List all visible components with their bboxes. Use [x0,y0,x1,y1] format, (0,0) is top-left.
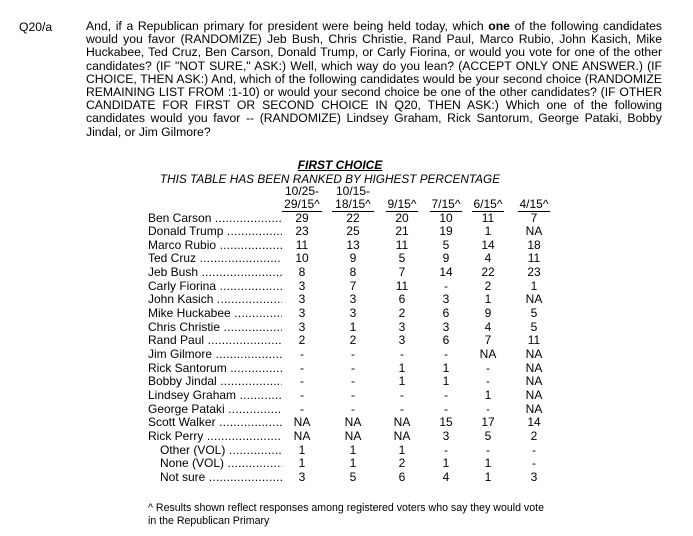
question-text-emphasis: one [488,19,510,33]
table-cell: 2 [398,456,406,471]
table-cell: 6 [442,333,450,348]
table-cell: 14 [527,415,541,430]
row-label [148,212,282,226]
table-cell: 21 [395,224,409,239]
table-cell: 8 [298,265,306,280]
table-row [0,307,693,321]
column-header-line1: 10/25- [284,184,320,198]
table-cell: 10 [295,251,309,266]
table-row [0,280,693,294]
row-label [148,280,282,294]
row-label-text: Donald Trump [148,225,224,239]
table-cell: 14 [481,237,495,252]
table-cell: - [400,387,404,402]
column-header: 29/15^ [282,198,322,212]
table-cell: 2 [298,333,306,348]
table-cell: 1 [484,224,492,239]
table-cell: NA [479,347,497,361]
table-row [0,334,693,348]
table-cell: 2 [349,333,357,348]
row-label-text: Jeb Bush [148,266,199,280]
row-label-text: Scott Walker [148,416,216,430]
question-text-part-2: of the following candidates would you favor (RANDOMIZE) Jeb Bush, Chris Christie, Rand Paul, Marco Rubio, John Kasich, Mike Huckabee, Ted Cruz, Ben Carson, Donald Trump, or Carly Fiorina, or would you vote for one of the other candidates? (IF "NOT SURE," ASK:) Well, which way do you lean? (ACCEPT ONLY ONE ANSWER.) (IF CHOICE, THEN ASK:) And, which of the following candidates would be your second choice (RANDOMIZE REMAINING LIST FROM :1-10) or would your second choice be one of the other candidates? (IF OTHER CANDIDATE FOR FIRST OR SECOND CHOICE IN Q20, THEN ASK:) Which one of the following candidates would you favor -- (RANDOMIZE) Lindsey Graham, Rick Santorum, George Pataki, Bobby Jindal, or Jim Gilmore? [86,19,662,139]
table-cell: 3 [442,292,450,307]
row-label-text: John Kasich [148,293,214,307]
row-label-text: Not sure [160,470,206,484]
table-cell: - [444,278,448,293]
table-row [0,266,693,280]
table-cell: 5 [398,251,406,266]
table-cell: 3 [530,469,538,484]
table-cell: 1 [442,456,450,471]
table-cell: 22 [346,210,360,225]
table-cell: 1 [349,442,357,457]
table-cell: NA [525,401,543,416]
table-cell: - [400,401,404,416]
table-cell: NA [293,428,311,443]
row-label [148,416,282,430]
table-cell: - [300,347,304,361]
row-label [148,334,282,348]
table-row [0,239,693,253]
row-label-text: Marco Rubio [148,238,217,252]
row-label-text: Rick Santorum [148,361,227,375]
table-row [0,457,693,471]
table-cell: 3 [442,319,450,334]
row-label-text: Jim Gilmore [148,348,213,361]
column-header: 4/15^ [519,197,549,211]
row-label [160,457,282,471]
table-cell: 11 [395,278,409,293]
table-cell: 1 [442,374,450,389]
footnote: ^ Results shown reflect responses among registered voters who say they would vote in the Republican Primary [148,502,544,527]
table-cell: 1 [398,360,406,375]
row-label-text: Chris Christie [148,320,221,334]
table-cell: 5 [530,306,538,321]
table-cell: 3 [349,292,357,307]
table-cell: 18 [527,237,541,252]
table-cell: 1 [484,469,492,484]
table-cell: - [300,387,304,402]
table-cell: - [486,360,490,375]
table-cell: - [444,387,448,402]
table-cell: 3 [398,319,406,334]
table-cell: 5 [349,469,357,484]
table-cell: 6 [398,469,406,484]
table-row [0,348,693,362]
table-cell: - [486,442,490,457]
row-label [148,252,282,266]
table-cell: 2 [484,278,492,293]
column-header-line1: 10/15- [335,184,371,198]
row-label-text: Ben Carson [148,211,212,225]
table-cell: NA [344,415,362,430]
table-cell: 1 [484,456,492,471]
table-cell: NA [525,387,543,402]
table-cell: NA [293,415,311,430]
table-cell: 4 [484,319,492,334]
table-cell: 19 [439,224,453,239]
row-label [148,389,282,403]
table-cell: - [400,347,404,361]
table-cell: - [486,401,490,416]
table-cell: NA [525,374,543,389]
table-cell: 5 [442,237,450,252]
table-cell: 8 [349,265,357,280]
column-header: 7/15^ [431,197,461,211]
table-cell: 23 [527,265,541,280]
table-cell: 3 [398,333,406,348]
table-row [0,252,693,266]
table-cell: 25 [346,224,360,239]
row-label-text: Lindsey Graham [148,388,237,402]
table-cell: 11 [527,333,541,348]
table-row [0,416,693,430]
table-cell: 13 [346,237,360,252]
question-text-part-1: And, if a Republican primary for president were being held today, which [86,19,489,33]
table-row [0,389,693,403]
table-cell: 1 [484,292,492,307]
table-cell: 7 [530,210,538,225]
table-cell: - [300,374,304,389]
table-cell: - [300,401,304,416]
table-cell: 3 [298,292,306,307]
column-header: 18/15^ [332,198,374,212]
table-row [0,471,693,485]
table-cell: 9 [349,251,357,266]
table-cell: 11 [527,251,541,266]
row-label [148,225,282,239]
table-cell: 29 [295,210,309,225]
row-label [148,293,282,307]
row-label [160,444,282,458]
table-cell: 1 [349,456,357,471]
row-label [148,348,282,362]
table-cell: 1 [298,456,306,471]
table-cell: 6 [398,292,406,307]
table-cell: 17 [481,415,495,430]
table-cell: - [351,347,355,361]
table-cell: 3 [349,306,357,321]
table-cell: - [532,442,536,457]
row-label-text: Bobby Jindal [148,375,217,389]
question-number: Q20/a [19,20,53,34]
table-cell: 15 [439,415,453,430]
row-label-text: Ted Cruz [148,252,197,266]
table-cell: 2 [398,306,406,321]
row-label-text: Rick Perry [148,429,204,443]
table-cell: - [351,360,355,375]
table-cell: - [486,374,490,389]
table-cell: 7 [484,333,492,348]
table-cell: 1 [442,360,450,375]
row-label [160,471,282,485]
table-cell: 3 [442,428,450,443]
row-label [148,375,282,389]
table-cell: 5 [484,428,492,443]
table-cell: - [532,456,536,471]
table-cell: 1 [398,442,406,457]
table-cell: 11 [481,210,495,225]
table-cell: - [444,347,448,361]
table-cell: 3 [298,469,306,484]
table-cell: 10 [439,210,453,225]
table-cell: NA [393,415,411,430]
table-cell: 7 [398,265,406,280]
table-cell: NA [525,347,543,361]
row-label [148,239,282,253]
table-cell: 3 [298,278,306,293]
row-label-text: None (VOL) [160,457,225,471]
table-cell: NA [525,360,543,375]
row-label-text: Mike Huckabee [148,307,231,321]
question-text [86,20,662,139]
table-cell: 4 [442,469,450,484]
table-row [0,362,693,376]
table-row [0,225,693,239]
table-cell: 2 [530,428,538,443]
table-row [0,293,693,307]
table-cell: 6 [442,306,450,321]
table-cell: 3 [298,306,306,321]
table-row [0,375,693,389]
table-cell: - [351,401,355,416]
table-cell: - [351,374,355,389]
row-label [148,307,282,321]
row-label-text: Other (VOL) [160,443,226,457]
table-cell: - [444,401,448,416]
table-cell: - [444,442,448,457]
table-cell: 7 [349,278,357,293]
row-label [148,430,282,444]
table-cell: 1 [530,278,538,293]
table-cell: 1 [484,387,492,402]
table-cell: 11 [395,237,409,252]
table-cell: 5 [530,319,538,334]
table-cell: - [300,360,304,375]
column-header: 6/15^ [473,197,503,211]
table-cell: 1 [349,319,357,334]
table-cell: 9 [484,306,492,321]
table-cell: - [351,387,355,402]
table-cell: 1 [298,442,306,457]
table-cell: 22 [481,265,495,280]
table-row [0,444,693,458]
table-cell: 4 [484,251,492,266]
table-subtitle: THIS TABLE HAS BEEN RANKED BY HIGHEST PERCENTAGE [159,172,501,186]
row-label [148,362,282,376]
row-label [148,266,282,280]
table-cell: NA [344,428,362,443]
row-label-text: Carly Fiorina [148,279,217,293]
table-row [0,321,693,335]
row-label [148,321,282,335]
table-cell: 1 [398,374,406,389]
table-row [0,430,693,444]
table-cell: 14 [439,265,453,280]
row-label [148,403,282,417]
table-cell: 3 [298,319,306,334]
row-label-text: George Pataki [148,402,225,416]
table-cell: 11 [295,237,309,252]
table-cell: 9 [442,251,450,266]
table-cell: NA [525,224,543,239]
table-cell: 20 [395,210,409,225]
table-cell: NA [525,292,543,307]
column-header: 9/15^ [387,197,417,211]
row-label-text: Rand Paul [148,334,205,348]
table-cell: 23 [295,224,309,239]
table-cell: NA [393,428,411,443]
table-title: FIRST CHOICE [297,158,383,172]
